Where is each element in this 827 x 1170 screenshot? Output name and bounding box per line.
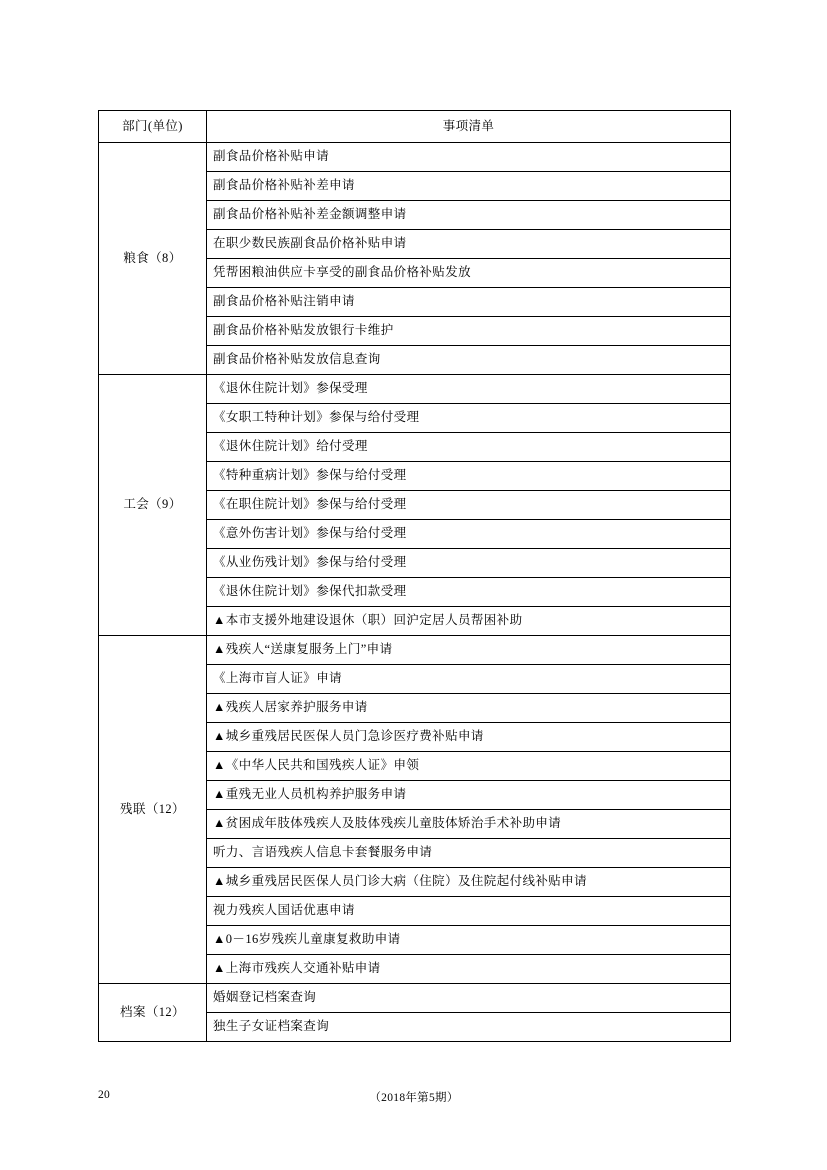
item-cell: 副食品价格补贴发放银行卡维护 bbox=[207, 317, 731, 346]
item-cell: 副食品价格补贴补差金额调整申请 bbox=[207, 201, 731, 230]
service-items-table bbox=[98, 110, 731, 1042]
department-cell-grain: 粮食（8） bbox=[99, 143, 207, 375]
item-cell: 《退休住院计划》参保受理 bbox=[207, 375, 731, 404]
item-cell: ▲0－16岁残疾儿童康复救助申请 bbox=[207, 926, 731, 955]
item-cell: 副食品价格补贴补差申请 bbox=[207, 172, 731, 201]
table-row bbox=[99, 636, 731, 665]
department-cell-disabled-federation: 残联（12） bbox=[99, 636, 207, 984]
item-cell: ▲城乡重残居民医保人员门急诊医疗费补贴申请 bbox=[207, 723, 731, 752]
item-cell: 《退休住院计划》给付受理 bbox=[207, 433, 731, 462]
item-cell: 《在职住院计划》参保与给付受理 bbox=[207, 491, 731, 520]
item-cell: ▲贫困成年肢体残疾人及肢体残疾儿童肢体矫治手术补助申请 bbox=[207, 810, 731, 839]
item-cell: ▲城乡重残居民医保人员门诊大病（住院）及住院起付线补贴申请 bbox=[207, 868, 731, 897]
table-row bbox=[99, 984, 731, 1013]
item-cell: 副食品价格补贴申请 bbox=[207, 143, 731, 172]
item-cell: 婚姻登记档案查询 bbox=[207, 984, 731, 1013]
item-cell: 副食品价格补贴发放信息查询 bbox=[207, 346, 731, 375]
item-cell: 《上海市盲人证》申请 bbox=[207, 665, 731, 694]
item-cell: ▲重残无业人员机构养护服务申请 bbox=[207, 781, 731, 810]
table-row bbox=[99, 143, 731, 172]
page-number: 20 bbox=[98, 1089, 111, 1101]
item-cell: 《特种重病计划》参保与给付受理 bbox=[207, 462, 731, 491]
department-cell-archives: 档案（12） bbox=[99, 984, 207, 1042]
table-row bbox=[99, 375, 731, 404]
column-header-items: 事项清单 bbox=[207, 111, 731, 143]
issue-label: （2018年第5期） bbox=[369, 1092, 459, 1104]
item-cell: 《从业伤残计划》参保与给付受理 bbox=[207, 549, 731, 578]
item-cell: 《意外伤害计划》参保与给付受理 bbox=[207, 520, 731, 549]
item-cell: 副食品价格补贴注销申请 bbox=[207, 288, 731, 317]
department-cell-union: 工会（9） bbox=[99, 375, 207, 636]
item-cell: ▲本市支援外地建设退休（职）回沪定居人员帮困补助 bbox=[207, 607, 731, 636]
item-cell: 《退休住院计划》参保代扣款受理 bbox=[207, 578, 731, 607]
item-cell: 视力残疾人国话优惠申请 bbox=[207, 897, 731, 926]
item-cell: ▲上海市残疾人交通补贴申请 bbox=[207, 955, 731, 984]
item-cell: 在职少数民族副食品价格补贴申请 bbox=[207, 230, 731, 259]
table-header-row bbox=[99, 111, 731, 143]
item-cell: 《女职工特种计划》参保与给付受理 bbox=[207, 404, 731, 433]
item-cell: ▲残疾人居家养护服务申请 bbox=[207, 694, 731, 723]
item-cell: 独生子女证档案查询 bbox=[207, 1013, 731, 1042]
item-cell: 听力、言语残疾人信息卡套餐服务申请 bbox=[207, 839, 731, 868]
item-cell: ▲残疾人“送康复服务上门”申请 bbox=[207, 636, 731, 665]
column-header-department: 部门(单位) bbox=[99, 111, 207, 143]
item-cell: 凭帮困粮油供应卡享受的副食品价格补贴发放 bbox=[207, 259, 731, 288]
item-cell: ▲《中华人民共和国残疾人证》申领 bbox=[207, 752, 731, 781]
